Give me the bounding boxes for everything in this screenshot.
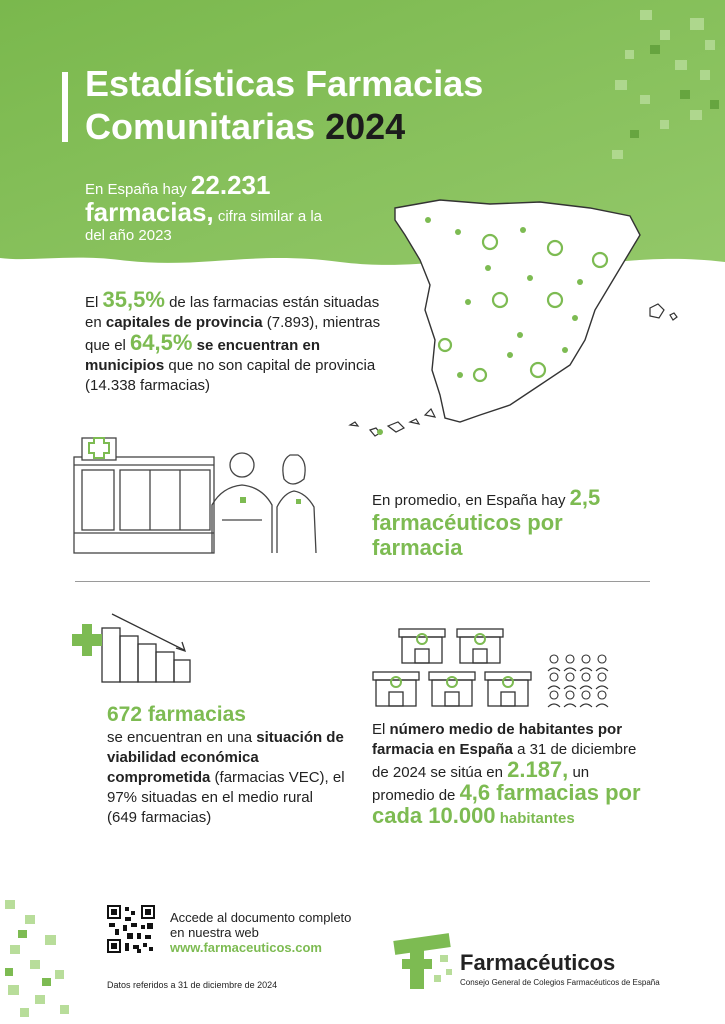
vec-big: 672 farmacias bbox=[107, 703, 246, 726]
dist-text-4: que no son capital de provincia (14.338 farmacias) bbox=[85, 357, 376, 394]
pharmacists-stat bbox=[372, 486, 632, 561]
inh-text-1: El bbox=[372, 721, 386, 738]
dist-text-1: El bbox=[85, 294, 99, 311]
vec-text-1: se encuentran en una bbox=[107, 729, 253, 746]
footnote: Datos referidos a 31 de diciembre de 2024 bbox=[107, 980, 278, 990]
dist-text-2: de las farmacias están situadas en bbox=[85, 294, 380, 331]
inh-big: 4,6 farmacias por cada 10.000 bbox=[372, 780, 641, 828]
dist-capital-bold: capitales de provincia bbox=[105, 314, 263, 331]
access-document-text bbox=[170, 910, 360, 955]
farmaceuticos-logo-icon bbox=[392, 925, 458, 991]
title-line-2: Comunitarias bbox=[85, 106, 316, 147]
dist-muni-bold: se encuentran en municipios bbox=[85, 337, 320, 374]
title-year: 2024 bbox=[325, 106, 406, 147]
inh-text-2: a 31 de diciembre de 2024 se sitúa en bbox=[372, 741, 637, 781]
title-line-1: Estadísticas Farmacias bbox=[85, 63, 484, 104]
section-divider bbox=[75, 581, 650, 582]
title-accent-bar bbox=[62, 72, 68, 142]
pharm-text: En promedio, en España hay bbox=[372, 492, 566, 509]
total-tail: cifra similar a la del año 2023 bbox=[85, 208, 323, 244]
vec-text-2: (farmacias VEC), el 97% situadas en el medio rural (649 farmacias) bbox=[107, 769, 345, 826]
pharmacy-pharmacists-illustration bbox=[72, 435, 342, 555]
total-unit: farmacias, bbox=[85, 197, 214, 227]
qr-code-icon[interactable] bbox=[107, 905, 155, 953]
distribution-stat bbox=[85, 287, 385, 396]
inh-text-3: un promedio de bbox=[372, 764, 590, 804]
page-title bbox=[85, 62, 605, 148]
dist-pct-capital: 35,5% bbox=[102, 287, 165, 312]
vec-bold: situación de viabilidad económica comprometida bbox=[107, 729, 344, 786]
total-intro: En España hay bbox=[85, 181, 187, 198]
pharmacies-people-icon bbox=[372, 625, 622, 710]
vec-stat bbox=[107, 702, 347, 828]
inh-bold: número medio de habitantes por farmacia en España bbox=[372, 721, 623, 758]
spain-map-icon bbox=[340, 190, 700, 450]
brand-name: Farmacéuticos bbox=[460, 950, 616, 975]
website-link[interactable]: www.farmaceuticos.com bbox=[170, 940, 322, 955]
inhabitants-stat bbox=[372, 720, 642, 829]
total-pharmacies-stat bbox=[85, 172, 345, 245]
total-count: 22.231 bbox=[190, 170, 271, 200]
pharm-big: 2,5 farmacéuticos por farmacia bbox=[372, 485, 601, 560]
dist-pct-muni: 64,5% bbox=[130, 330, 193, 355]
inh-value: 2.187, bbox=[507, 757, 569, 782]
access-text: Accede al documento completo en nuestra web bbox=[170, 910, 352, 940]
brand-subtitle: Consejo General de Colegios Farmacéuticos de España bbox=[460, 978, 660, 987]
inh-unit: habitantes bbox=[499, 810, 575, 827]
declining-bars-icon bbox=[72, 610, 197, 685]
decorative-pixels bbox=[0, 890, 80, 1024]
dist-text-3: (7.893), mientras que el bbox=[85, 314, 381, 354]
